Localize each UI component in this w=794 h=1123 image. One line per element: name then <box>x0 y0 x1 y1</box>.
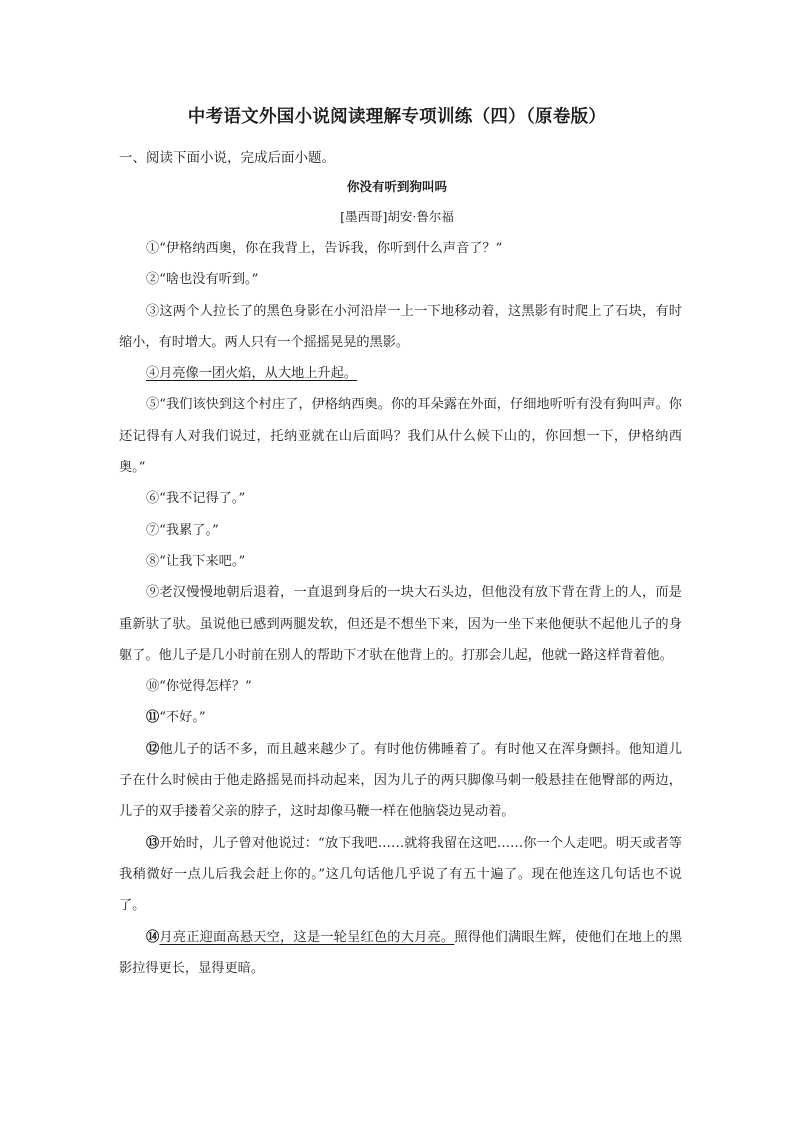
story-title: 你没有听到狗叫吗 <box>346 179 447 194</box>
paragraph-3: ③这两个人拉长了的黑色身影在小河沿岸一上一下地移动着，这黑影有时爬上了石块，有时缩小，有时增大。两人只有一个摇摇晃晃的黑影。 <box>119 303 682 350</box>
document-title: 中考语文外国小说阅读理解专项训练（四）（原卷版） <box>187 107 607 127</box>
story-author: [墨西哥]胡安·鲁尔福 <box>340 209 454 224</box>
story-body <box>119 233 682 984</box>
paragraph-4 <box>119 358 682 389</box>
paragraph-2: ②“啥也没有听到。” <box>146 272 259 288</box>
paragraph-number: ⑫ <box>146 741 160 757</box>
paragraph-number: ⑪ <box>146 710 160 726</box>
question-instruction: 一、阅读下面小说，完成后面小题。 <box>119 150 335 166</box>
paragraph-7: ⑦“我累了。” <box>146 522 219 538</box>
paragraph-5: ⑤“我们该快到这个村庄了，伊格纳西奥。你的耳朵露在外面，仔细地听听有没有狗叫声。你还记得有人对我们说过，托纳亚就在山后面吗？我们从什么候下山的，你回想一下，伊格纳西奥。” <box>119 397 682 476</box>
underlined-sentence: ④月亮像一团火焰，从大地上升起。 <box>146 366 357 382</box>
paragraph-1: ①“伊格纳西奥，你在我背上，告诉我，你听到什么声音了？” <box>146 241 503 256</box>
paragraph-14: ⑭月亮正迎面高悬天空，这是一轮呈红色的大月亮。照得他们满眼生辉，使他们在地上的黑影拉得更长，显得更暗。 <box>119 929 683 976</box>
paragraph-11: ⑪“不好。” <box>146 710 206 726</box>
paragraph-6: ⑥“我不记得了。” <box>146 491 246 507</box>
paragraph-8: ⑧“让我下来吧。” <box>146 553 246 569</box>
paragraph-number: ⑬ <box>146 835 160 851</box>
paragraph-13: ⑬开始时，儿子曾对他说过：“放下我吧……就将我留在这吧……你一个人走吧。明天或者等我稍微好一点儿后我会赶上你的。”这几句话他几乎说了有五十遍了。现在他连这几句话也不说了。 <box>119 835 682 914</box>
paragraph-10: ⑩“你觉得怎样？” <box>146 679 252 695</box>
paragraph-number: ⑭ <box>146 929 160 945</box>
underlined-sentence: 月亮正迎面高悬天空，这是一轮呈红色的大月亮。 <box>159 929 455 945</box>
paragraph-12: ⑫他儿子的话不多，而且越来越少了。有时他仿佛睡着了。有时他又在浑身颤抖。他知道儿子在什么时候由于他走路摇晃而抖动起来，因为儿子的两只脚像马刺一般悬挂在他臀部的两边，儿子的双手搂着父亲的脖子，这时却像马鞭一样在他脑袋边晃动着。 <box>119 741 682 820</box>
paragraph-9: ⑨老汉慢慢地朝后退着，一直退到身后的一块大石头边，但他没有放下背在背上的人，而是重新驮了驮。虽说他已感到两腿发软，但还是不想坐下来，因为一坐下来他便驮不起他儿子的身躯了。他儿子是几小时前在别人的帮助下才驮在他背上的。打那会儿起，他就一路这样背着他。 <box>119 585 682 663</box>
